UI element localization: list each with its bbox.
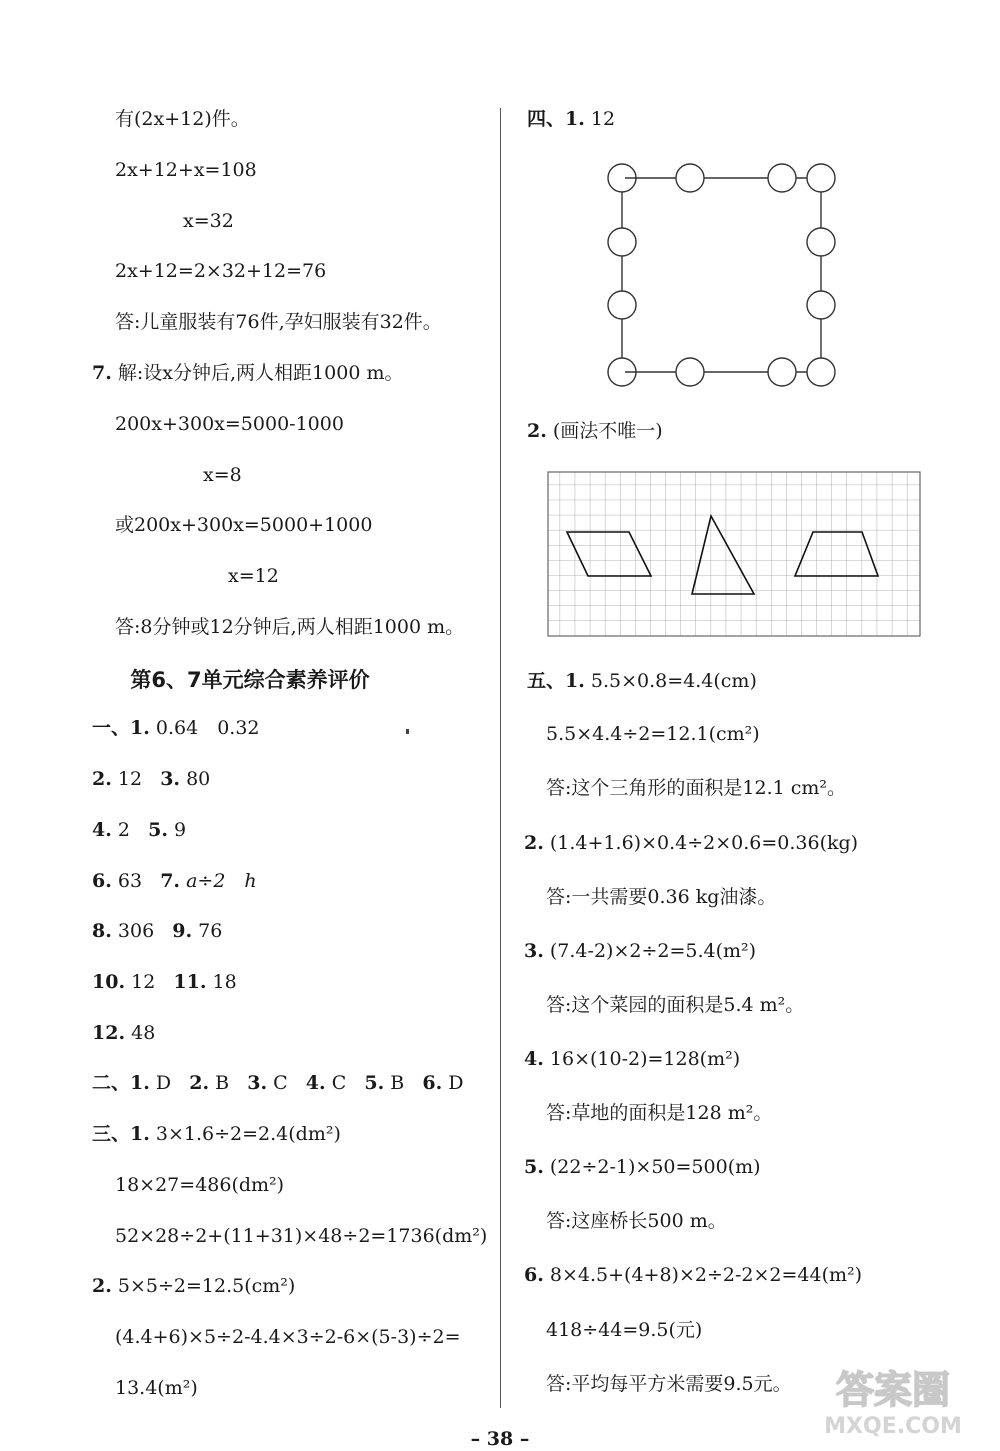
answer-line: 答:这个菜园的面积是5.4 m²。 — [546, 994, 805, 1016]
question-text: 解:设x分钟后,两人相距1000 m。 — [117, 362, 404, 384]
answer-value: B — [390, 1072, 405, 1094]
equation-line: (4.4+6)×5÷2-4.4×3÷2-6×(5-3)÷2= — [115, 1326, 461, 1348]
equation-line: 2x+12=2×32+12=76 — [115, 260, 327, 282]
equation: 5×5÷2=12.5(cm²) — [117, 1275, 296, 1297]
column-divider — [500, 108, 501, 1408]
equation-line: 或200x+300x=5000+1000 — [115, 514, 373, 536]
equation: (22÷2-1)×50=500(m) — [549, 1156, 761, 1178]
question-number: 11. — [173, 971, 207, 993]
answer-line: 答:儿童服装有76件,孕妇服装有32件。 — [115, 311, 442, 333]
equation: 5.5×0.8=4.4(cm) — [590, 670, 757, 692]
answer-value: 12 — [117, 768, 143, 790]
equation-line: 13.4(m²) — [115, 1377, 198, 1399]
question-number: 7. — [92, 362, 112, 384]
question-number: 2. — [189, 1072, 210, 1094]
question-number: 12. — [92, 1022, 126, 1044]
question-number: 二、1. — [92, 1072, 150, 1094]
watermark-text: 答案圈 — [835, 1368, 951, 1412]
question-number: 9. — [172, 920, 193, 942]
grid-shapes-diagram — [545, 470, 925, 640]
question-number: 3. — [160, 768, 181, 790]
answer-value: B — [215, 1072, 230, 1094]
watermark-logo — [801, 1363, 986, 1441]
equation-line: x=12 — [228, 565, 279, 587]
answer-value: 48 — [131, 1022, 156, 1044]
answer-row — [524, 938, 756, 964]
equation: (7.4-2)×2÷2=5.4(m²) — [549, 940, 757, 962]
section-title: 第6、7单元综合素养评价 — [130, 668, 370, 692]
question-7 — [92, 360, 403, 386]
answer-value: 12 — [131, 971, 156, 993]
answer-value: 63 — [117, 870, 143, 892]
question-number: 3. — [524, 940, 544, 962]
answer-row — [524, 1154, 761, 1180]
equation-line: 418÷44=9.5(元) — [546, 1319, 703, 1341]
answer-row — [92, 969, 237, 995]
answer-line: 答:草地的面积是128 m²。 — [546, 1102, 773, 1124]
question-number: 2. — [524, 832, 544, 854]
answer-value: 9 — [174, 819, 187, 841]
answer-value: 18 — [212, 971, 237, 993]
answer-row — [527, 418, 663, 444]
question-number: 四、1. — [527, 108, 585, 130]
question-number: 5. — [148, 819, 168, 841]
answer-row — [92, 715, 260, 741]
answer-value: C — [273, 1072, 288, 1094]
question-number: 4. — [524, 1048, 544, 1070]
answer-row — [92, 817, 186, 843]
answer-row — [92, 1121, 341, 1147]
choice-row — [92, 1070, 463, 1096]
page-number: – 38 – — [470, 1428, 530, 1450]
question-number: 2. — [92, 768, 112, 790]
answer-row — [527, 668, 757, 694]
answer-value: 80 — [186, 768, 211, 790]
answer-row — [92, 868, 257, 894]
equation-line: x=8 — [203, 464, 242, 486]
equation: 8×4.5+(4+8)×2÷2-2×2=44(m²) — [549, 1264, 863, 1286]
answer-row — [524, 830, 858, 856]
answer-value: 306 — [117, 920, 155, 942]
answer-line: 答:这座桥长500 m。 — [546, 1210, 727, 1232]
question-number: 三、1. — [92, 1123, 150, 1145]
answer-value: 2 — [117, 819, 130, 841]
question-number: 6. — [524, 1264, 544, 1286]
question-number: 8. — [92, 920, 112, 942]
question-number: 4. — [92, 819, 112, 841]
answer-value: 12 — [590, 108, 616, 130]
answer-value: D — [448, 1072, 464, 1094]
answer-value: a÷2 h — [186, 870, 257, 892]
watermark-url: MXQE.COM — [824, 1414, 962, 1439]
question-number: 5. — [524, 1156, 544, 1178]
equation-line: x=32 — [183, 210, 234, 232]
question-number: 3. — [247, 1072, 268, 1094]
answer-row — [92, 1273, 295, 1299]
question-number: 6. — [422, 1072, 443, 1094]
equation-line: 18×27=486(dm²) — [115, 1174, 285, 1196]
stray-mark — [406, 729, 409, 734]
text-line: 有(2x+12)件。 — [115, 108, 250, 130]
answer-value: D — [155, 1072, 172, 1094]
question-number: 6. — [92, 870, 112, 892]
question-number: 2. — [527, 420, 547, 442]
equation: (1.4+1.6)×0.4÷2×0.6=0.36(kg) — [549, 832, 859, 854]
circle-square-diagram — [598, 158, 848, 398]
question-number: 10. — [92, 971, 126, 993]
answer-row — [524, 1262, 862, 1288]
answer-line: 答:8分钟或12分钟后,两人相距1000 m。 — [115, 616, 465, 638]
equation-line: 5.5×4.4÷2=12.1(cm²) — [546, 723, 760, 745]
equation-line: 2x+12+x=108 — [115, 159, 257, 181]
answer-value: 76 — [198, 920, 223, 942]
answer-row — [92, 766, 210, 792]
question-number: 7. — [160, 870, 181, 892]
answer-line: 答:这个三角形的面积是12.1 cm²。 — [546, 777, 847, 799]
question-number: 4. — [305, 1072, 326, 1094]
answer-value: C — [331, 1072, 347, 1094]
question-number: 5. — [364, 1072, 385, 1094]
question-number: 一、1. — [92, 717, 150, 739]
answer-line: 答:平均每平方米需要9.5元。 — [546, 1373, 792, 1395]
equation-line: 52×28÷2+(11+31)×48÷2=1736(dm²) — [115, 1225, 488, 1247]
answer-row — [92, 918, 222, 944]
question-number: 2. — [92, 1275, 112, 1297]
answer-row — [524, 1046, 740, 1072]
answer-line: 答:一共需要0.36 kg油漆。 — [546, 886, 777, 908]
question-number: 五、1. — [527, 670, 585, 692]
equation-line: 200x+300x=5000-1000 — [115, 413, 344, 435]
answer-row — [92, 1020, 155, 1046]
answer-row — [527, 106, 615, 132]
answer-note: (画法不唯一) — [552, 420, 663, 442]
equation: 3×1.6÷2=2.4(dm²) — [155, 1123, 341, 1145]
answer-value: 0.64 0.32 — [155, 717, 260, 739]
equation: 16×(10-2)=128(m²) — [549, 1048, 741, 1070]
